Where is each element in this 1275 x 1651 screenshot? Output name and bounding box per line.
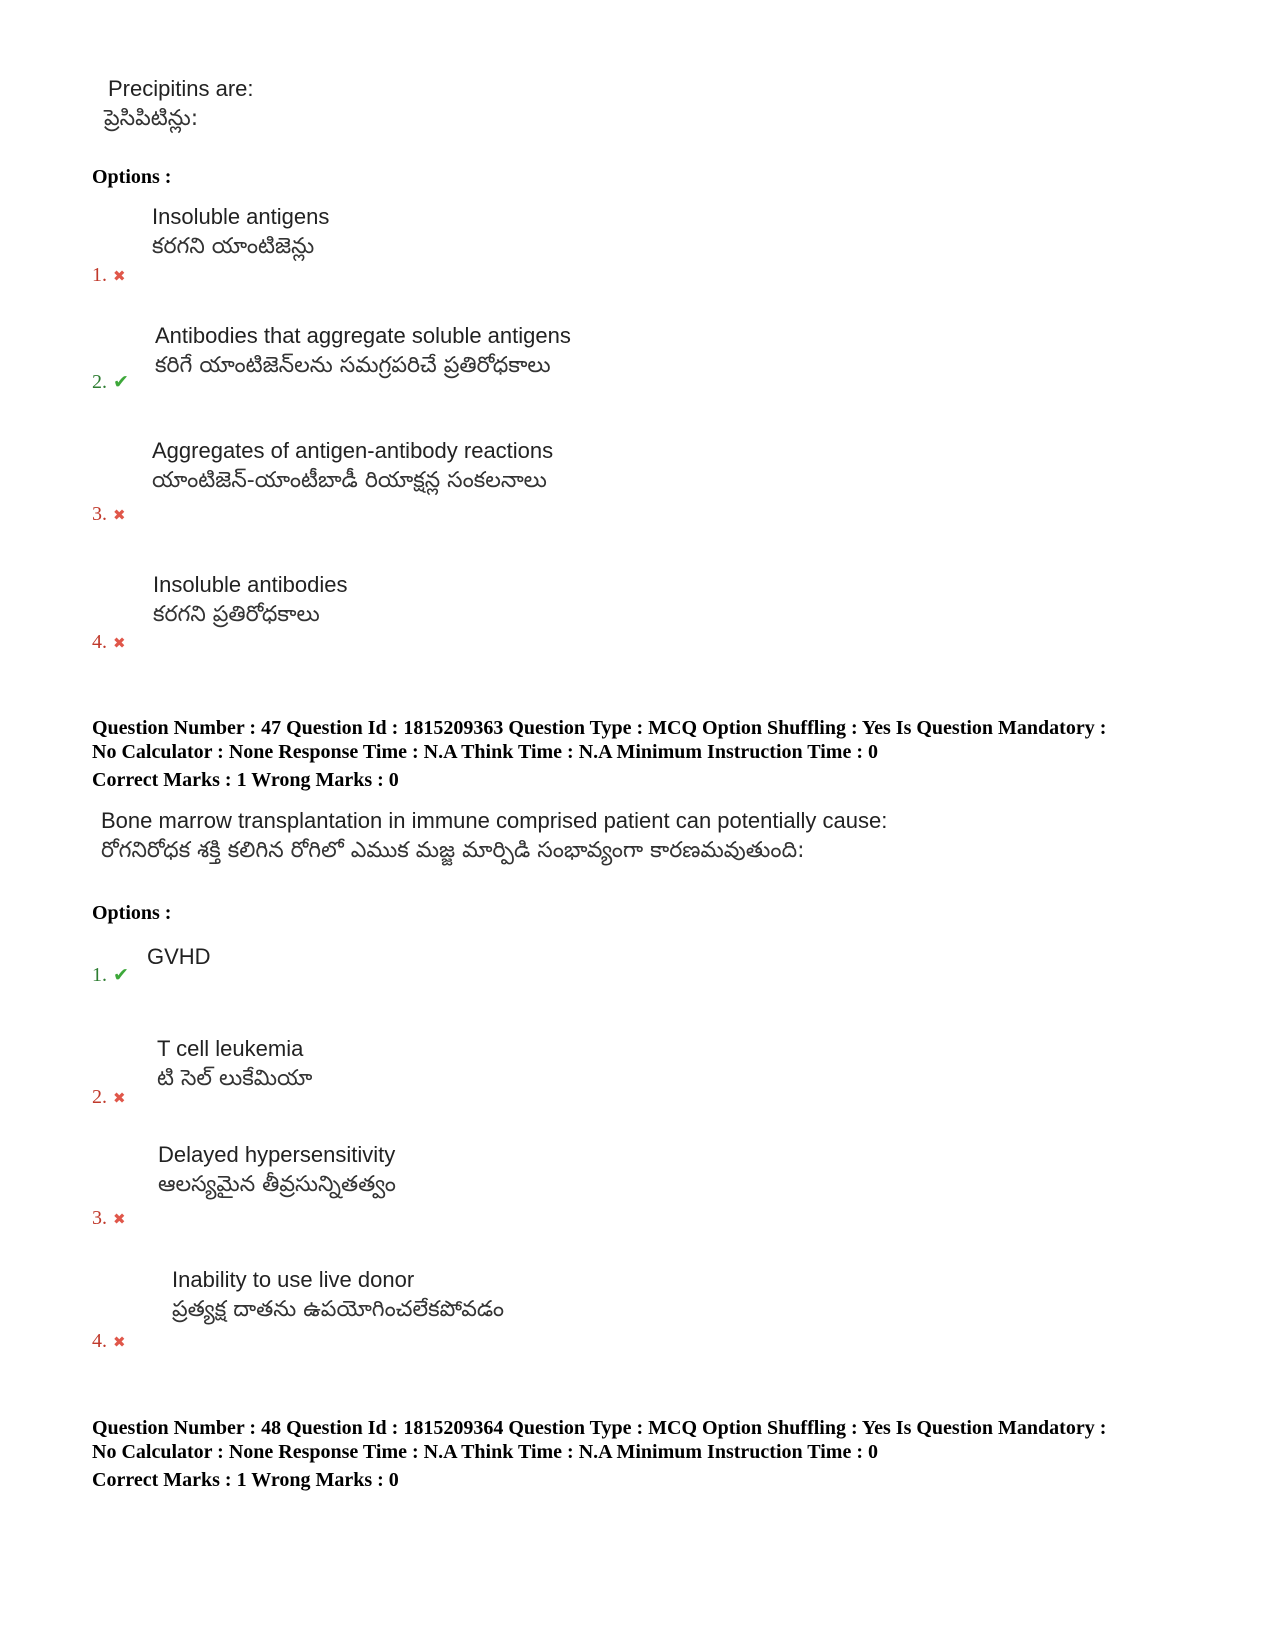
question-meta-line: Question Number : 48 Question Id : 1815209364 Question Type : MCQ Option Shuffling : Yes Is Question Mandatory : bbox=[92, 1417, 1107, 1439]
option-number-label: 3. bbox=[92, 503, 107, 525]
option-text-en: Insoluble antibodies bbox=[153, 572, 348, 597]
cross-icon: ✖ bbox=[113, 1210, 126, 1228]
check-icon: ✔ bbox=[113, 964, 129, 986]
option-text-te: కరగని యాంటిజెన్లు bbox=[152, 234, 315, 259]
options-label: Options : bbox=[92, 166, 172, 188]
cross-icon: ✖ bbox=[113, 267, 126, 285]
cross-icon: ✖ bbox=[113, 634, 126, 652]
option-text-te: యాంటిజెన్-యాంటీబాడీ రియాక్షన్ల సంకలనాలు bbox=[152, 468, 547, 493]
option-number-label: 1. bbox=[92, 264, 107, 286]
option-number-label: 3. bbox=[92, 1207, 107, 1229]
option-text-te: కరగని ప్రతిరోధకాలు bbox=[153, 602, 320, 627]
option-text-en: Delayed hypersensitivity bbox=[158, 1142, 396, 1167]
option-text-en: Inability to use live donor bbox=[172, 1267, 415, 1292]
option-number bbox=[92, 371, 129, 394]
option-number bbox=[92, 1330, 126, 1353]
option-number-label: 1. bbox=[92, 964, 107, 986]
question-meta-line: No Calculator : None Response Time : N.A Think Time : N.A Minimum Instruction Time : 0 bbox=[92, 1441, 878, 1463]
question-46-text-en: Precipitins are: bbox=[108, 76, 254, 101]
options-label: Options : bbox=[92, 902, 172, 924]
option-number-label: 2. bbox=[92, 1086, 107, 1108]
question-meta-line: Question Number : 47 Question Id : 1815209363 Question Type : MCQ Option Shuffling : Yes Is Question Mandatory : bbox=[92, 717, 1107, 739]
question-47-text-en: Bone marrow transplantation in immune comprised patient can potentially cause: bbox=[101, 808, 888, 833]
option-text-te: ప్రత్యక్ష దాతను ఉపయోగించలేకపోవడం bbox=[172, 1297, 505, 1322]
option-number bbox=[92, 631, 126, 654]
option-text-en: Insoluble antigens bbox=[152, 204, 330, 229]
option-text-te: టి సెల్ లుకేమియా bbox=[157, 1066, 313, 1091]
option-text-en: T cell leukemia bbox=[157, 1036, 304, 1061]
option-number-label: 4. bbox=[92, 1330, 107, 1352]
check-icon: ✔ bbox=[113, 371, 129, 393]
option-text-en: GVHD bbox=[147, 944, 211, 969]
option-number bbox=[92, 1207, 126, 1230]
question-46-text-te: ప్రెసిపిటిన్లు: bbox=[104, 106, 199, 131]
option-text-te: ఆలస్యమైన తీవ్రసున్నితత్వం bbox=[158, 1172, 396, 1197]
question-marks-line: Correct Marks : 1 Wrong Marks : 0 bbox=[92, 1469, 399, 1491]
option-text-te: కరిగే యాంటిజెన్‌లను సమగ్రపరిచే ప్రతిరోధకాలు bbox=[155, 353, 551, 378]
option-number-label: 2. bbox=[92, 371, 107, 393]
option-number-label: 4. bbox=[92, 631, 107, 653]
option-number bbox=[92, 1086, 126, 1109]
question-meta-line: No Calculator : None Response Time : N.A Think Time : N.A Minimum Instruction Time : 0 bbox=[92, 741, 878, 763]
option-number bbox=[92, 264, 126, 287]
cross-icon: ✖ bbox=[113, 1089, 126, 1107]
cross-icon: ✖ bbox=[113, 506, 126, 524]
question-marks-line: Correct Marks : 1 Wrong Marks : 0 bbox=[92, 769, 399, 791]
option-number bbox=[92, 503, 126, 526]
question-47-text-te: రోగనిరోధక శక్తి కలిగిన రోగిలో ఎముక మజ్జ మార్పిడి సంభావ్యంగా కారణమవుతుంది: bbox=[101, 838, 805, 863]
option-text-en: Antibodies that aggregate soluble antigens bbox=[155, 323, 571, 348]
cross-icon: ✖ bbox=[113, 1333, 126, 1351]
option-text-en: Aggregates of antigen-antibody reactions bbox=[152, 438, 554, 463]
option-number bbox=[92, 964, 129, 987]
